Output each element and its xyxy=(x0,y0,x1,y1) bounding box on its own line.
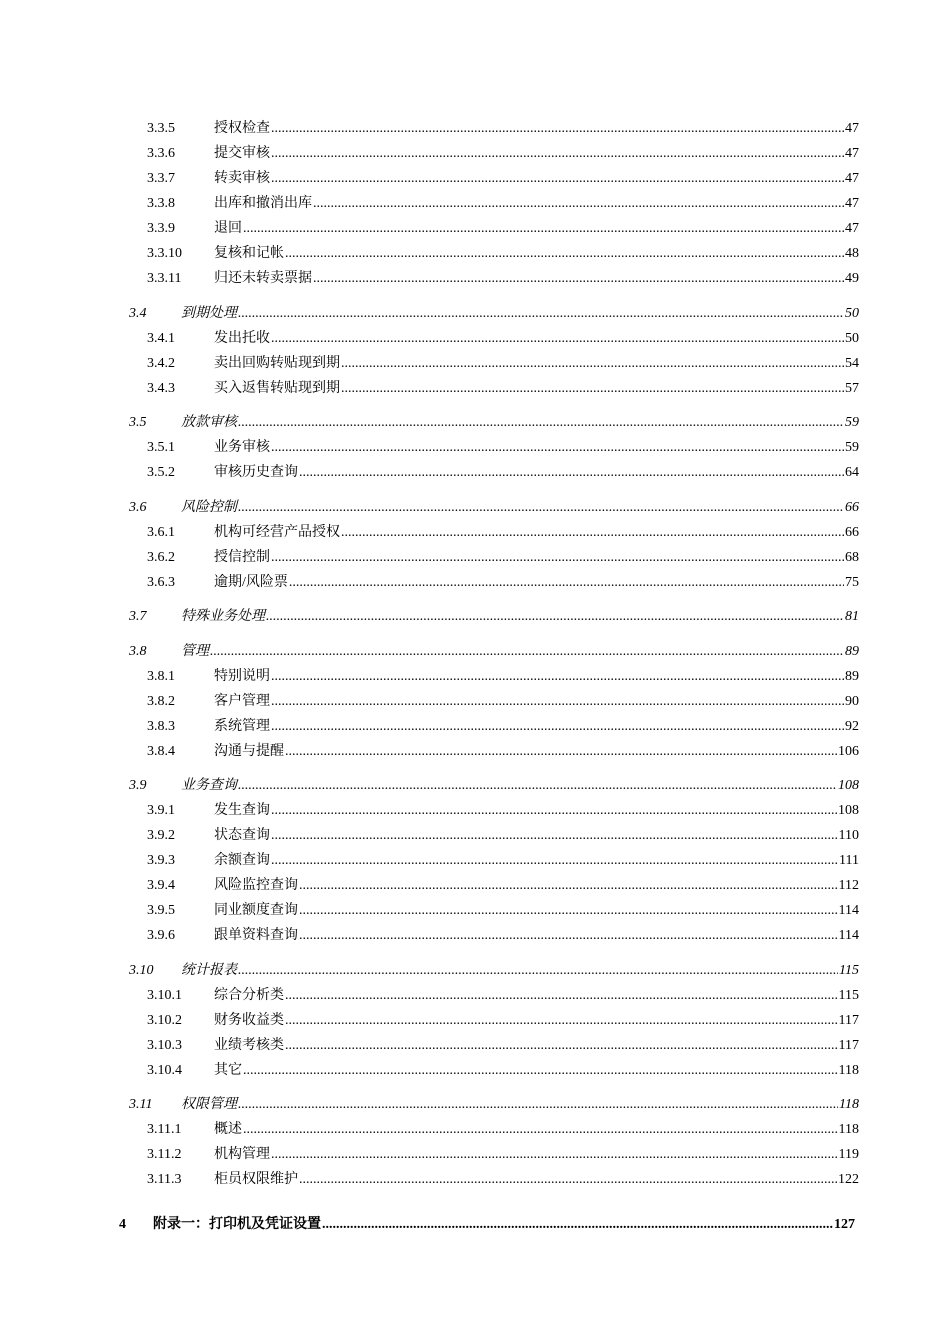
toc-dot-leader xyxy=(271,1145,838,1165)
toc-entry-title: 状态查询 xyxy=(214,828,270,843)
toc-entry[interactable] xyxy=(147,463,859,483)
toc-entry[interactable] xyxy=(147,1036,859,1056)
toc-entry-page-number: 127 xyxy=(834,1217,855,1232)
toc-dot-leader xyxy=(238,304,844,324)
toc-entry[interactable] xyxy=(147,119,859,139)
toc-dot-leader xyxy=(271,169,844,189)
toc-entry[interactable] xyxy=(147,1145,859,1165)
toc-entry-title: 提交审核 xyxy=(214,146,270,161)
toc-entry-number: 3.5 xyxy=(129,415,147,430)
toc-entry-number: 3.10.1 xyxy=(147,988,182,1003)
toc-dot-leader xyxy=(271,826,838,846)
toc-entry-page-number: 49 xyxy=(845,271,859,286)
toc-entry[interactable] xyxy=(147,901,859,921)
toc-entry-page-number: 117 xyxy=(838,1038,859,1053)
toc-entry-number: 3.3.8 xyxy=(147,196,175,211)
toc-entry-title: 其它 xyxy=(214,1063,242,1078)
toc-entry-number: 3.9.1 xyxy=(147,803,175,818)
toc-entry-number: 3.11.2 xyxy=(147,1147,182,1162)
toc-entry[interactable] xyxy=(147,876,859,896)
toc-entry-page-number: 47 xyxy=(845,196,859,211)
toc-entry-page-number: 117 xyxy=(838,1013,859,1028)
toc-dot-leader xyxy=(271,717,844,737)
toc-entry-title: 财务收益类 xyxy=(214,1013,284,1028)
toc-entry-title: 转卖审核 xyxy=(214,171,270,186)
toc-dot-leader xyxy=(285,742,837,762)
toc-entry-title: 业务审核 xyxy=(214,440,270,455)
toc-entry-number: 3.8.2 xyxy=(147,694,175,709)
toc-entry-number: 3.6 xyxy=(129,500,147,515)
toc-entry-number: 3.9.6 xyxy=(147,928,175,943)
toc-entry-page-number: 59 xyxy=(845,415,859,430)
toc-entry-page-number: 47 xyxy=(845,121,859,136)
toc-entry[interactable] xyxy=(147,548,859,568)
toc-dot-leader xyxy=(238,1095,838,1115)
toc-entry[interactable] xyxy=(129,776,859,796)
toc-entry-page-number: 106 xyxy=(838,744,859,759)
toc-entry-title: 客户管理 xyxy=(214,694,270,709)
toc-dot-leader xyxy=(341,523,844,543)
toc-entry[interactable] xyxy=(147,667,859,687)
toc-entry-title: 柜员权限维护 xyxy=(214,1172,298,1187)
toc-dot-leader xyxy=(243,1120,838,1140)
toc-entry-number: 3.5.2 xyxy=(147,465,175,480)
toc-dot-leader xyxy=(243,1061,838,1081)
toc-entry-page-number: 110 xyxy=(838,828,859,843)
toc-entry-title: 统计报表 xyxy=(181,963,237,978)
toc-dot-leader xyxy=(271,438,844,458)
toc-entry-number: 3.11 xyxy=(129,1097,153,1112)
toc-entry-page-number: 66 xyxy=(845,525,859,540)
toc-entry[interactable] xyxy=(129,498,859,518)
toc-entry[interactable] xyxy=(147,438,859,458)
toc-entry-number: 3.4.1 xyxy=(147,331,175,346)
toc-entry-number: 3.10 xyxy=(129,963,154,978)
toc-entry[interactable] xyxy=(147,1011,859,1031)
toc-entry-page-number: 68 xyxy=(845,550,859,565)
toc-dot-leader xyxy=(271,548,844,568)
toc-entry-title: 发生查询 xyxy=(214,803,270,818)
toc-dot-leader xyxy=(271,851,838,871)
toc-entry-number: 3.9.4 xyxy=(147,878,175,893)
toc-entry-title: 管理 xyxy=(181,644,209,659)
toc-entry[interactable] xyxy=(129,607,859,627)
toc-dot-leader xyxy=(271,667,844,687)
toc-entry-title: 机构可经营产品授权 xyxy=(214,525,340,540)
toc-entry-number: 3.10.4 xyxy=(147,1063,182,1078)
toc-dot-leader xyxy=(299,901,838,921)
toc-entry-title: 系统管理 xyxy=(214,719,270,734)
toc-entry-number: 3.8.4 xyxy=(147,744,175,759)
toc-entry-page-number: 66 xyxy=(845,500,859,515)
toc-entry-title: 业绩考核类 xyxy=(214,1038,284,1053)
toc-entry-page-number: 92 xyxy=(845,719,859,734)
toc-entry-number: 3.6.2 xyxy=(147,550,175,565)
toc-entry-number: 3.8.1 xyxy=(147,669,175,684)
toc-entry-title: 业务查询 xyxy=(181,778,237,793)
toc-entry-number: 3.4.3 xyxy=(147,381,175,396)
toc-entry-title: 授权检查 xyxy=(214,121,270,136)
toc-entry[interactable] xyxy=(129,961,859,981)
toc-entry[interactable] xyxy=(147,269,859,289)
toc-entry-number: 3.3.6 xyxy=(147,146,175,161)
toc-entry-number: 3.10.3 xyxy=(147,1038,182,1053)
toc-entry[interactable] xyxy=(147,926,859,946)
toc-dot-leader xyxy=(285,244,844,264)
toc-entry-number: 3.9.5 xyxy=(147,903,175,918)
toc-entry-number: 3.3.5 xyxy=(147,121,175,136)
toc-entry-page-number: 47 xyxy=(845,171,859,186)
toc-entry-page-number: 81 xyxy=(845,609,859,624)
toc-entry-title: 概述 xyxy=(214,1122,242,1137)
toc-entry-number: 3.6.3 xyxy=(147,575,175,590)
toc-entry-page-number: 89 xyxy=(845,669,859,684)
toc-entry-number: 3.10.2 xyxy=(147,1013,182,1028)
toc-entry-page-number: 48 xyxy=(845,246,859,261)
toc-entry-page-number: 47 xyxy=(845,146,859,161)
toc-entry[interactable] xyxy=(147,194,859,214)
toc-entry-title: 同业额度查询 xyxy=(214,903,298,918)
toc-entry-page-number: 112 xyxy=(838,878,859,893)
toc-dot-leader xyxy=(238,776,837,796)
toc-entry[interactable] xyxy=(147,826,859,846)
toc-entry[interactable] xyxy=(147,379,859,399)
toc-entry-number: 3.11.3 xyxy=(147,1172,182,1187)
toc-entry[interactable] xyxy=(147,219,859,239)
toc-entry-title: 审核历史查询 xyxy=(214,465,298,480)
toc-entry-title: 复核和记帐 xyxy=(214,246,284,261)
toc-entry[interactable] xyxy=(147,1120,859,1140)
toc-dot-leader xyxy=(238,413,844,433)
toc-entry-title: 放款审核 xyxy=(181,415,237,430)
toc-entry[interactable] xyxy=(129,304,859,324)
toc-dot-leader xyxy=(299,876,838,896)
toc-entry-title: 买入返售转贴现到期 xyxy=(214,381,340,396)
toc-entry[interactable] xyxy=(147,169,859,189)
toc-entry-page-number: 115 xyxy=(839,963,859,978)
toc-dot-leader xyxy=(285,1011,838,1031)
toc-entry-page-number: 57 xyxy=(845,381,859,396)
toc-entry-title: 逾期/风险票 xyxy=(214,575,288,590)
toc-dot-leader xyxy=(238,498,844,518)
toc-dot-leader xyxy=(271,801,837,821)
toc-entry-page-number: 108 xyxy=(838,778,859,793)
toc-dot-leader xyxy=(285,1036,838,1056)
toc-dot-leader xyxy=(238,961,838,981)
toc-entry[interactable] xyxy=(129,642,859,662)
toc-entry[interactable] xyxy=(147,354,859,374)
toc-entry-title: 退回 xyxy=(214,221,242,236)
toc-entry-number: 3.5.1 xyxy=(147,440,175,455)
toc-dot-leader xyxy=(341,354,844,374)
toc-entry-number: 3.7 xyxy=(129,609,147,624)
toc-entry-page-number: 114 xyxy=(838,928,859,943)
toc-entry-page-number: 118 xyxy=(839,1097,859,1112)
toc-entry-number: 3.4.2 xyxy=(147,356,175,371)
toc-entry-page-number: 118 xyxy=(838,1122,859,1137)
toc-entry-number: 3.6.1 xyxy=(147,525,175,540)
toc-entry[interactable] xyxy=(147,742,859,762)
toc-dot-leader xyxy=(289,573,844,593)
toc-entry-page-number: 108 xyxy=(838,803,859,818)
toc-dot-leader xyxy=(285,986,838,1006)
toc-entry[interactable] xyxy=(147,717,859,737)
toc-entry-title: 归还未转卖票据 xyxy=(214,271,312,286)
toc-entry-title: 权限管理 xyxy=(181,1097,237,1112)
toc-dot-leader xyxy=(313,269,844,289)
toc-dot-leader xyxy=(299,463,844,483)
toc-entry[interactable] xyxy=(129,413,859,433)
toc-entry-number: 3.9.3 xyxy=(147,853,175,868)
toc-entry[interactable] xyxy=(147,244,859,264)
toc-dot-leader xyxy=(299,926,838,946)
toc-dot-leader xyxy=(271,329,844,349)
toc-dot-leader xyxy=(266,607,844,627)
toc-entry[interactable] xyxy=(147,523,859,543)
toc-entry-page-number: 50 xyxy=(845,306,859,321)
toc-entry-page-number: 75 xyxy=(845,575,859,590)
toc-entry-title: 附录一：打印机及凭证设置 xyxy=(153,1217,321,1232)
toc-entry-title: 综合分析类 xyxy=(214,988,284,1003)
toc-entry-page-number: 114 xyxy=(838,903,859,918)
toc-entry-page-number: 115 xyxy=(838,988,859,1003)
toc-entry-title: 到期处理 xyxy=(181,306,237,321)
toc-dot-leader xyxy=(341,379,844,399)
toc-entry[interactable] xyxy=(147,801,859,821)
toc-entry-number: 4 xyxy=(119,1217,126,1232)
toc-entry-number: 3.3.7 xyxy=(147,171,175,186)
toc-dot-leader xyxy=(299,1170,837,1190)
toc-entry[interactable] xyxy=(147,144,859,164)
toc-dot-leader xyxy=(313,194,844,214)
toc-entry[interactable] xyxy=(147,986,859,1006)
toc-entry[interactable] xyxy=(147,329,859,349)
toc-entry-number: 3.9.2 xyxy=(147,828,175,843)
toc-dot-leader xyxy=(322,1215,833,1235)
toc-entry-page-number: 90 xyxy=(845,694,859,709)
toc-entry-page-number: 122 xyxy=(838,1172,859,1187)
toc-dot-leader xyxy=(271,144,844,164)
toc-entry-number: 3.8.3 xyxy=(147,719,175,734)
toc-entry-page-number: 118 xyxy=(838,1063,859,1078)
toc-entry-page-number: 64 xyxy=(845,465,859,480)
toc-dot-leader xyxy=(271,692,844,712)
toc-entry[interactable] xyxy=(147,1170,859,1190)
toc-entry[interactable] xyxy=(147,1061,859,1081)
toc-entry-number: 3.11.1 xyxy=(147,1122,182,1137)
toc-entry-number: 3.3.10 xyxy=(147,246,182,261)
toc-entry-number: 3.4 xyxy=(129,306,147,321)
toc-entry-title: 风险监控查询 xyxy=(214,878,298,893)
toc-entry-page-number: 89 xyxy=(845,644,859,659)
toc-dot-leader xyxy=(271,119,844,139)
toc-entry[interactable] xyxy=(119,1215,855,1235)
toc-entry-title: 跟单资料查询 xyxy=(214,928,298,943)
toc-entry-title: 沟通与提醒 xyxy=(214,744,284,759)
toc-entry-number: 3.8 xyxy=(129,644,147,659)
toc-entry-title: 发出托收 xyxy=(214,331,270,346)
toc-entry-title: 出库和撤消出库 xyxy=(214,196,312,211)
toc-entry-title: 风险控制 xyxy=(181,500,237,515)
toc-entry-number: 3.3.9 xyxy=(147,221,175,236)
toc-entry-title: 卖出回购转贴现到期 xyxy=(214,356,340,371)
toc-entry-page-number: 47 xyxy=(845,221,859,236)
toc-dot-leader xyxy=(210,642,844,662)
toc-entry-title: 授信控制 xyxy=(214,550,270,565)
toc-entry-title: 特殊业务处理 xyxy=(181,609,265,624)
toc-entry-title: 特别说明 xyxy=(214,669,270,684)
toc-dot-leader xyxy=(243,219,844,239)
toc-entry-page-number: 111 xyxy=(839,853,859,868)
toc-entry-page-number: 119 xyxy=(838,1147,859,1162)
toc-entry-title: 余额查询 xyxy=(214,853,270,868)
toc-entry[interactable] xyxy=(129,1095,859,1115)
toc-entry-title: 机构管理 xyxy=(214,1147,270,1162)
toc-entry-number: 3.9 xyxy=(129,778,147,793)
toc-entry-number: 3.3.11 xyxy=(147,271,182,286)
toc-entry[interactable] xyxy=(147,851,859,871)
toc-entry[interactable] xyxy=(147,692,859,712)
toc-entry-page-number: 50 xyxy=(845,331,859,346)
toc-entry[interactable] xyxy=(147,573,859,593)
toc-entry-page-number: 59 xyxy=(845,440,859,455)
toc-entry-page-number: 54 xyxy=(845,356,859,371)
